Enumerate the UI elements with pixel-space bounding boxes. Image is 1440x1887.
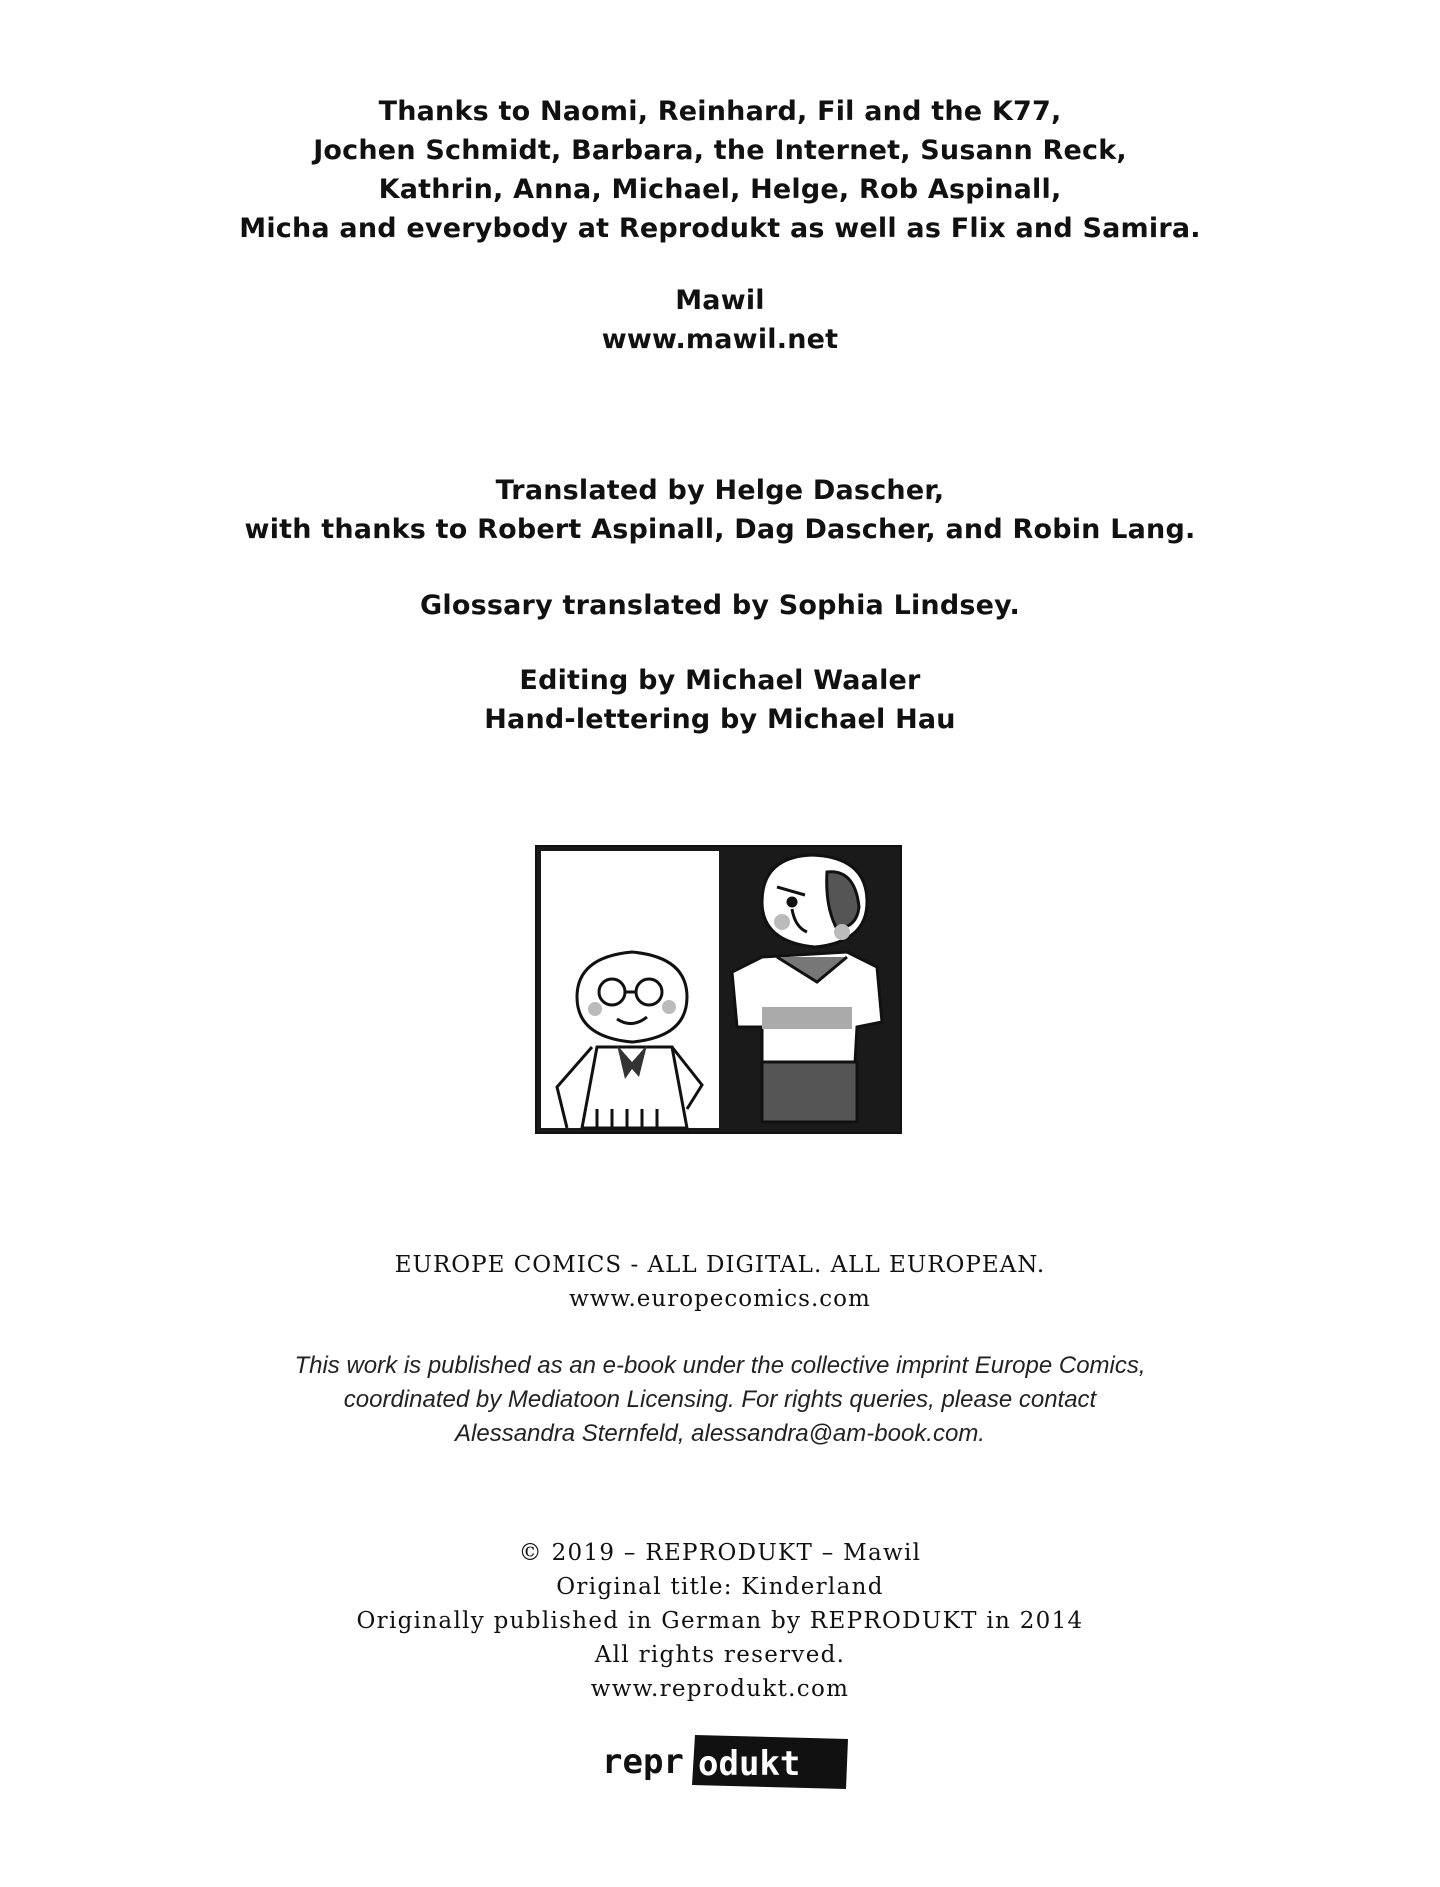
original-publication: Originally published in German by REPRODUKT in 2014 [356, 1608, 1084, 1634]
glossary-credit [0, 586, 1440, 625]
europe-comics-tagline: EUROPE COMICS - ALL DIGITAL. ALL EUROPEAN. [394, 1252, 1046, 1278]
editing-credits [0, 661, 1440, 739]
svg-text:repr: repr [602, 1742, 684, 1782]
editor-credit: Editing by Michael Waaler [519, 665, 921, 696]
author-website: www.mawil.net [601, 324, 839, 355]
translation-credits [0, 471, 1440, 549]
original-title: Original title: Kinderland [556, 1574, 884, 1600]
comic-panel-illustration [535, 845, 902, 1134]
reprodukt-logo [600, 1733, 850, 1791]
svg-text:odukt: odukt [698, 1744, 801, 1784]
thanks-line: Thanks to Naomi, Reinhard, Fil and the K77, [378, 96, 1062, 127]
lettering-credit: Hand-lettering by Michael Hau [484, 704, 956, 735]
thanks-section [0, 92, 1440, 248]
translation-line: with thanks to Robert Aspinall, Dag Dascher, and Robin Lang. [244, 514, 1196, 545]
author-section [0, 281, 1440, 359]
author-name: Mawil [675, 285, 765, 316]
comic-panel-icon [537, 847, 900, 1132]
reprodukt-website: www.reprodukt.com [590, 1676, 850, 1702]
rights-reserved: All rights reserved. [594, 1642, 846, 1668]
copyright-line: © 2019 – REPRODUKT – Mawil [518, 1540, 922, 1566]
thanks-line: Micha and everybody at Reprodukt as well as Flix and Samira. [239, 213, 1201, 244]
europe-comics-section [0, 1248, 1440, 1316]
imprint-line: coordinated by Mediatoon Licensing. For rights queries, please contact [343, 1386, 1097, 1413]
translation-line: Translated by Helge Dascher, [495, 475, 945, 506]
imprint-line: Alessandra Sternfeld, alessandra@am-book.com. [455, 1420, 985, 1447]
reprodukt-logo-icon [600, 1733, 850, 1791]
imprint-notice [0, 1349, 1440, 1451]
thanks-line: Kathrin, Anna, Michael, Helge, Rob Aspinall, [378, 174, 1062, 205]
thanks-line: Jochen Schmidt, Barbara, the Internet, Susann Reck, [313, 135, 1127, 166]
glossary-line: Glossary translated by Sophia Lindsey. [420, 590, 1020, 621]
copyright-section [0, 1536, 1440, 1706]
imprint-line: This work is published as an e-book under the collective imprint Europe Comics, [294, 1352, 1146, 1379]
europe-comics-website: www.europecomics.com [569, 1286, 871, 1312]
